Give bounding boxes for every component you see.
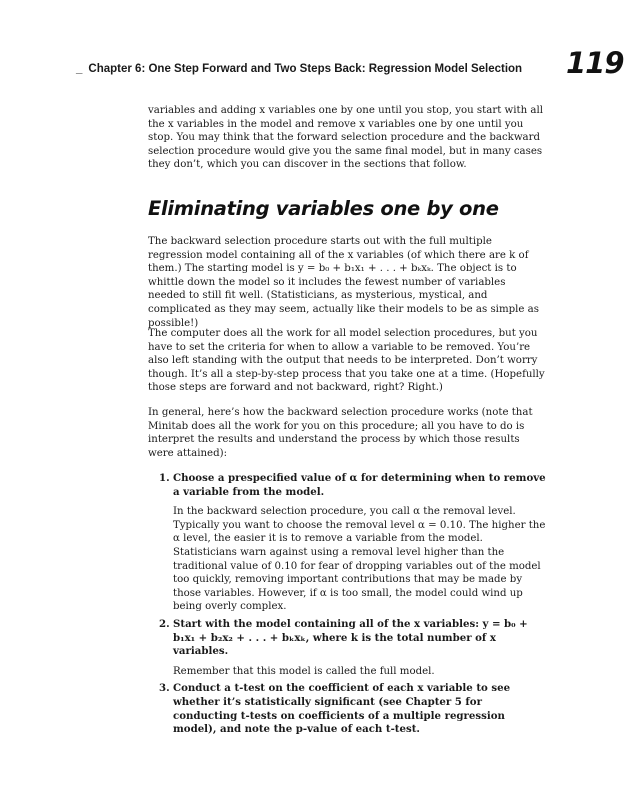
steps-list — [148, 472, 546, 741]
step-number: 2. — [159, 617, 170, 630]
step-item-3 — [148, 682, 546, 736]
header-dash: _ — [76, 63, 83, 75]
body-paragraph-1: The backward selection procedure starts out with the full multiple regression model containing all of the x variables (of which there are k of them.) The starting model is y = b₀ + b₁x₁ + . . . + bₖxₖ. The object is to whittle down the model so it includes the fewest number of variables needed to still fit well. (Statisticians, as mysterious, mystical, and complicated as they may seem, actually like their models to be as simple as possible!) — [148, 236, 539, 329]
body-paragraph-1-block — [148, 235, 546, 330]
body-paragraph-3: In general, here’s how the backward selection procedure works (note that Minitab does all the work for you on this procedure; all you have to do is interpret the results and understand the process by which those results were attained): — [148, 407, 533, 459]
step-number: 3. — [159, 682, 170, 695]
step-heading: Start with the model containing all of the x variables: y = b₀ + b₁x₁ + b₂x₂ + . . . + bₖxₖ, where k is the total number of x variables. — [173, 617, 528, 658]
step-number: 1. — [159, 472, 170, 484]
page-number: 119 — [566, 46, 624, 80]
body-paragraph-3-block — [148, 406, 546, 460]
running-head — [76, 63, 556, 75]
intro-block — [148, 104, 546, 172]
body-paragraph-2: The computer does all the work for all model selection procedures, but you have to set the criteria for when to allow a variable to be removed. You’re also left standing with the output that needs to be interpreted. Don’t worry though. It’s all a step-by-step process that you take one at a time. (Hopefully those steps are forward and not backward, right? Right.) — [148, 328, 545, 394]
step-body: In the backward selection procedure, you call α the removal level. Typically you want to choose the removal level α = 0.10. The higher the α level, the easier it is to remove a variable from the model. Statisticians warn against using a removal level higher than the traditional value of 0.10 for fear of dropping variables out of the model too quickly, removing important contributions that may be made by those variables. However, if α is too small, the model could wind up being overly complex. — [173, 506, 546, 613]
body-paragraph-2-block — [148, 327, 546, 395]
step-body: Remember that this model is called the full model. — [173, 665, 435, 677]
step-heading: Choose a prespecified value of α for determining when to remove a variable from the model. — [173, 472, 546, 498]
intro-paragraph: variables and adding x variables one by one until you stop, you start with all the x variables in the model and remove x variables one by one until you stop. You may think that the forward selection procedure and the backward selection procedure would give you the same final model, but in many cases they don’t, which you can discover in the sections that follow. — [148, 105, 543, 171]
step-item-1 — [148, 472, 546, 614]
step-item-2 — [148, 618, 546, 678]
step-heading: Conduct a t-test on the coefficient of each x variable to see whether it’s statistically significant (see Chapter 5 for conducting t-tests on coefficients of a multiple regression model), and note the p-value of each t-test. — [173, 682, 511, 736]
chapter-title: Chapter 6: One Step Forward and Two Steps Back: Regression Model Selection — [88, 63, 523, 75]
section-heading: Eliminating variables one by one — [148, 197, 499, 220]
